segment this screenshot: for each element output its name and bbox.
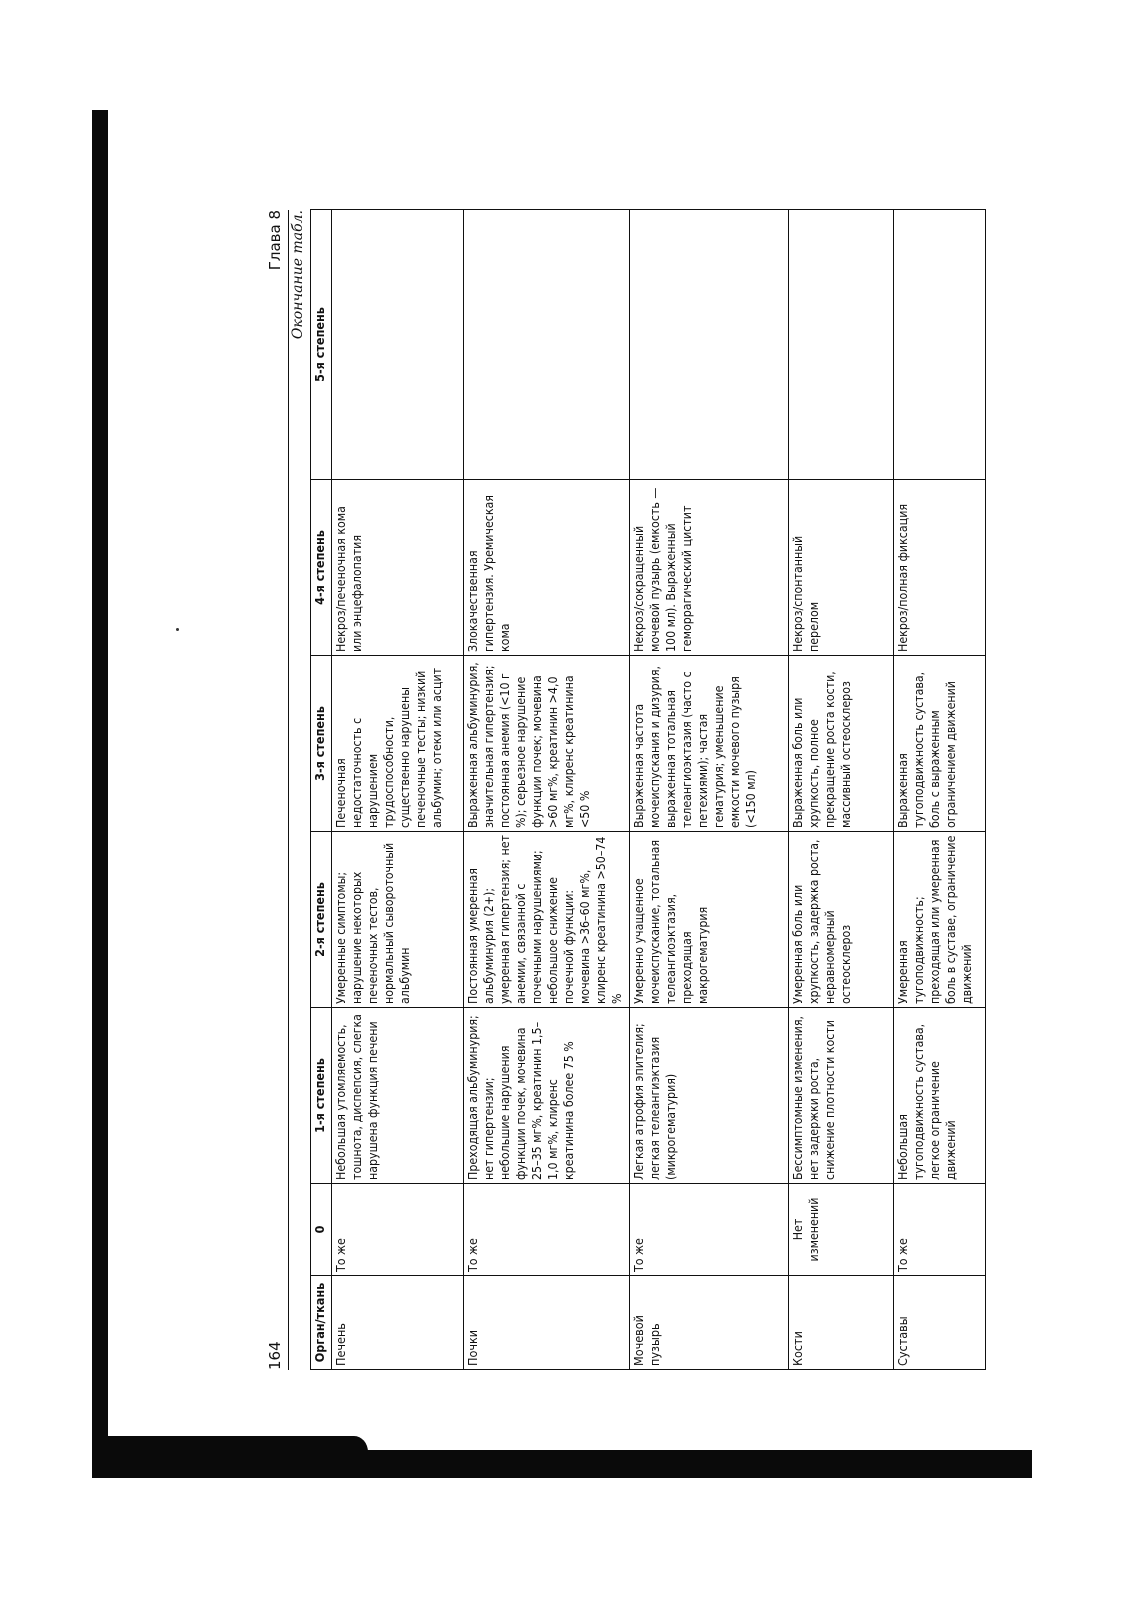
- scan-edge-nub: [986, 1468, 1024, 1476]
- grade-1-cell: Легкая атрофия эпителия; легкая телеангиэктазия (микрогематурия): [630, 1008, 789, 1184]
- scan-speck: [176, 628, 179, 631]
- header-grade-4: 4-я степень: [311, 480, 332, 656]
- grade-5-cell: [332, 210, 464, 480]
- grade-0-cell: То же: [464, 1184, 630, 1276]
- table-row: [788, 210, 894, 1370]
- grade-0-cell: То же: [894, 1184, 986, 1276]
- grade-4-cell: Некроз/сокращенный мочевой пузырь (емкость — 100 мл). Выраженный геморрагический цистит: [630, 480, 789, 656]
- grade-1-cell: Небольшая тугоподвижность сустава, легкое ограничение движений: [894, 1008, 986, 1184]
- grade-5-cell: [788, 210, 894, 480]
- grade-2-cell: Умеренно учащенное мочеиспускание, тотальная телеангиоэктазия, преходящая макрогематурия: [630, 832, 789, 1008]
- organ-cell: Мочевой пузырь: [630, 1276, 789, 1370]
- table-row: [894, 210, 986, 1370]
- organ-cell: Суставы: [894, 1276, 986, 1370]
- table-row: [332, 210, 464, 1370]
- rotated-page: [266, 210, 986, 1370]
- table-row: [464, 210, 630, 1370]
- header-grade-0: 0: [311, 1184, 332, 1276]
- grade-4-cell: Некроз/печеночная кома или энцефалопатия: [332, 480, 464, 656]
- grade-5-cell: [630, 210, 789, 480]
- organ-cell: Почки: [464, 1276, 630, 1370]
- grade-4-cell: Некроз/спонтанный перелом: [788, 480, 894, 656]
- header-grade-2: 2-я степень: [311, 832, 332, 1008]
- grade-2-cell: Постоянная умеренная альбуминурия (2+); умеренная гипертензия; нет анемии, связанной с почечными нарушениями; небольшое снижение почечной функции: мочевина >36–60 мг%, клиренс креатинина >50–74 %: [464, 832, 630, 1008]
- header-grade-3: 3-я степень: [311, 656, 332, 832]
- chapter-title: Глава 8: [266, 210, 284, 271]
- grade-4-cell: Злокачественная гипертензия. Уремическая кома: [464, 480, 630, 656]
- table-caption: Окончание табл.: [290, 210, 306, 340]
- organ-cell: Печень: [332, 1276, 464, 1370]
- grade-1-cell: Преходящая альбуминурия; нет гипертензии; небольшие нарушения функции почек, мочевина 25–35 мг%, креатинин 1,5–1,0 мг%, клиренс креатинина более 75 %: [464, 1008, 630, 1184]
- grade-3-cell: Выраженная тугоподвижность сустава, боль с выраженным ограничением движений: [894, 656, 986, 832]
- organ-cell: Кости: [788, 1276, 894, 1370]
- grade-2-cell: Умеренная тугоподвижность; преходящая или умеренная боль в суставе, ограничение движений: [894, 832, 986, 1008]
- grade-5-cell: [894, 210, 986, 480]
- grade-5-cell: [464, 210, 630, 480]
- grade-0-cell: То же: [332, 1184, 464, 1276]
- grade-2-cell: Умеренные симптомы; нарушение некоторых печеночных тестов, нормальный сывороточный альбумин: [332, 832, 464, 1008]
- grade-3-cell: Печеночная недостаточность с нарушением трудоспособности, существенно нарушены печеночные тесты; низкий альбумин; отеки или асцит: [332, 656, 464, 832]
- header-organ: Орган/ткань: [311, 1276, 332, 1370]
- grade-4-cell: Некроз/полная фиксация: [894, 480, 986, 656]
- scan-edge-bottom: [92, 1450, 1032, 1478]
- grade-3-cell: Выраженная альбуминурия, значительная гипертензия; постоянная анемия (<10 г %); серьезное нарушение функции почек; мочевина >60 мг%, креатинин >4,0 мг%, клиренс креатинина <50 %: [464, 656, 630, 832]
- header-grade-5: 5-я степень: [311, 210, 332, 480]
- grade-2-cell: Умеренная боль или хрупкость, задержка роста, неравномерный остеосклероз: [788, 832, 894, 1008]
- grade-table: [310, 209, 986, 1370]
- table-wrap: [310, 210, 986, 1370]
- header-grade-1: 1-я степень: [311, 1008, 332, 1184]
- grade-1-cell: Небольшая утомляемость, тошнота, диспепсия, слегка нарушена функция печени: [332, 1008, 464, 1184]
- scan-edge-left: [92, 110, 108, 1478]
- running-header: [266, 210, 289, 1370]
- grade-3-cell: Выраженная частота мочеиспускания и дизурия, выраженная тотальная телеангиоэктазия (часто с петехиями); частая гематурия; уменьшение емкости мочевого пузыря (<150 мл): [630, 656, 789, 832]
- page-number: 164: [266, 1341, 284, 1370]
- table-row: [630, 210, 789, 1370]
- grade-0-cell: То же: [630, 1184, 789, 1276]
- grade-1-cell: Бессимптомные изменения, нет задержки роста, снижение плотности кости: [788, 1008, 894, 1184]
- grade-0-cell: Нет изменений: [788, 1184, 894, 1276]
- grade-3-cell: Выраженная боль или хрупкость, полное прекращение роста кости, массивный остеосклероз: [788, 656, 894, 832]
- table-header-row: [311, 210, 332, 1370]
